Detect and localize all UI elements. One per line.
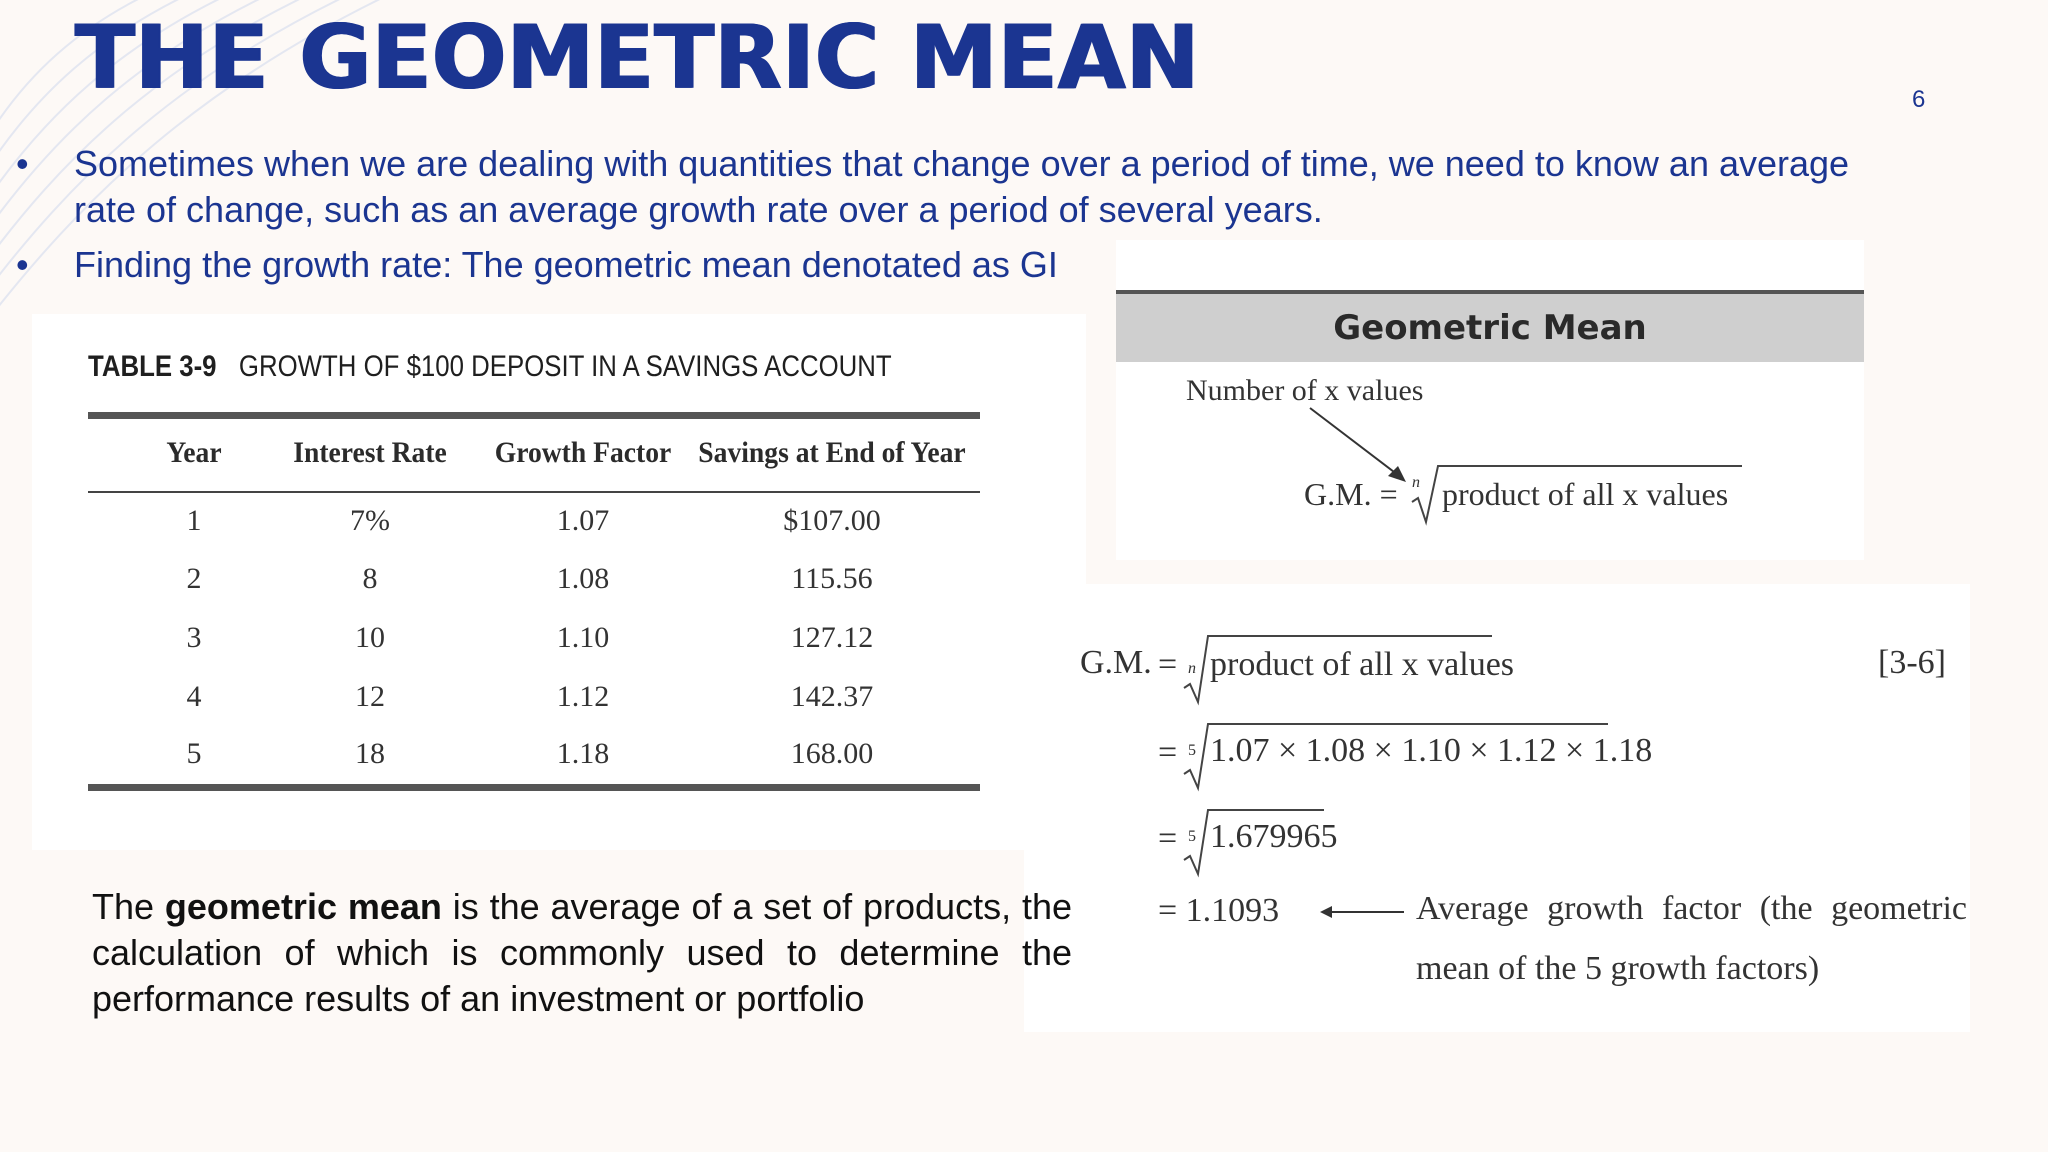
calc-radicand-product: 1.679965 — [1210, 818, 1338, 855]
calc-radicand-factors: 1.07 × 1.08 × 1.10 × 1.12 × 1.18 — [1210, 732, 1653, 769]
table-top-rule — [88, 412, 980, 419]
calc-equals: = — [1158, 646, 1178, 683]
bullet-marker: • — [16, 143, 29, 184]
column-header-year: Year — [166, 436, 222, 469]
savings-table-panel — [32, 314, 1086, 850]
cell-savings: 142.37 — [790, 680, 874, 713]
calc-result: = 1.1093 — [1158, 892, 1280, 929]
definition-post: is the average of a set of products, the calculation of which is commonly used to determine the performance results of an investment or portfolio — [92, 886, 1072, 1019]
cell-interest-rate: 7% — [350, 504, 390, 537]
cell-growth-factor: 1.12 — [556, 680, 610, 713]
equation-number: [3-6] — [1878, 644, 1946, 681]
cell-savings: $107.00 — [783, 504, 881, 537]
slide-title: THE GEOMETRIC MEAN — [74, 6, 1199, 109]
formula-radicand: product of all x values — [1442, 476, 1729, 512]
table-bottom-rule — [88, 784, 980, 791]
formula-lhs: G.M. = — [1304, 476, 1398, 512]
bullet-marker: • — [16, 244, 29, 285]
definition-term: geometric mean — [164, 886, 442, 927]
definition-paragraph — [92, 884, 1072, 1022]
cell-savings: 168.00 — [790, 737, 874, 770]
column-header-interest-rate: Interest Rate — [293, 436, 447, 469]
calc-equals: = — [1158, 734, 1178, 771]
cell-growth-factor: 1.08 — [556, 562, 610, 595]
cell-year: 1 — [186, 504, 202, 537]
formula-root-index: n — [1412, 474, 1420, 491]
cell-year: 4 — [186, 680, 202, 713]
table-caption — [88, 350, 892, 384]
definition-pre: The — [92, 886, 165, 927]
column-header-growth-factor: Growth Factor — [494, 436, 672, 469]
column-header-savings: Savings at End of Year — [698, 436, 966, 469]
table-title: GROWTH OF $100 DEPOSIT IN A SAVINGS ACCOUNT — [238, 350, 892, 383]
cell-interest-rate: 18 — [355, 737, 385, 770]
bullet-text-2: Finding the growth rate: The geometric mean denotated as GI — [74, 244, 1058, 285]
cell-savings: 115.56 — [791, 562, 873, 595]
page-number: 6 — [1912, 86, 1926, 113]
calc-lhs: G.M. — [1080, 644, 1152, 681]
formula-annotation: Number of x values — [1186, 374, 1424, 407]
cell-growth-factor: 1.10 — [556, 621, 610, 654]
cell-interest-rate: 8 — [362, 562, 378, 595]
calc-radicand-general: product of all x values — [1210, 646, 1515, 683]
calc-root-index-n: n — [1188, 660, 1196, 677]
calc-note-line-1: Average growth factor (the geometric — [1416, 890, 1968, 927]
cell-interest-rate: 10 — [355, 621, 385, 654]
cell-year: 2 — [186, 562, 202, 595]
table-number: TABLE 3-9 — [88, 350, 217, 383]
calculation-panel — [1024, 584, 1970, 1032]
formula-box-title: Geometric Mean — [1333, 308, 1647, 348]
bullet-text-1: Sometimes when we are dealing with quantities that change over a period of time, we need to know an average rate of change, such as an average growth rate over a period of several years. — [74, 143, 1850, 230]
geometric-mean-formula-box — [1116, 240, 1864, 560]
table-header-rule — [88, 491, 980, 493]
cell-year: 3 — [186, 621, 202, 654]
cell-year: 5 — [186, 737, 202, 770]
cell-savings: 127.12 — [790, 621, 874, 654]
cell-growth-factor: 1.18 — [556, 737, 610, 770]
calc-root-index-5: 5 — [1188, 828, 1196, 845]
calc-root-index-5: 5 — [1188, 742, 1196, 759]
cell-growth-factor: 1.07 — [556, 504, 610, 537]
cell-interest-rate: 12 — [355, 680, 385, 713]
calc-equals: = — [1158, 820, 1178, 857]
calc-note-line-2: mean of the 5 growth factors) — [1416, 950, 1820, 987]
